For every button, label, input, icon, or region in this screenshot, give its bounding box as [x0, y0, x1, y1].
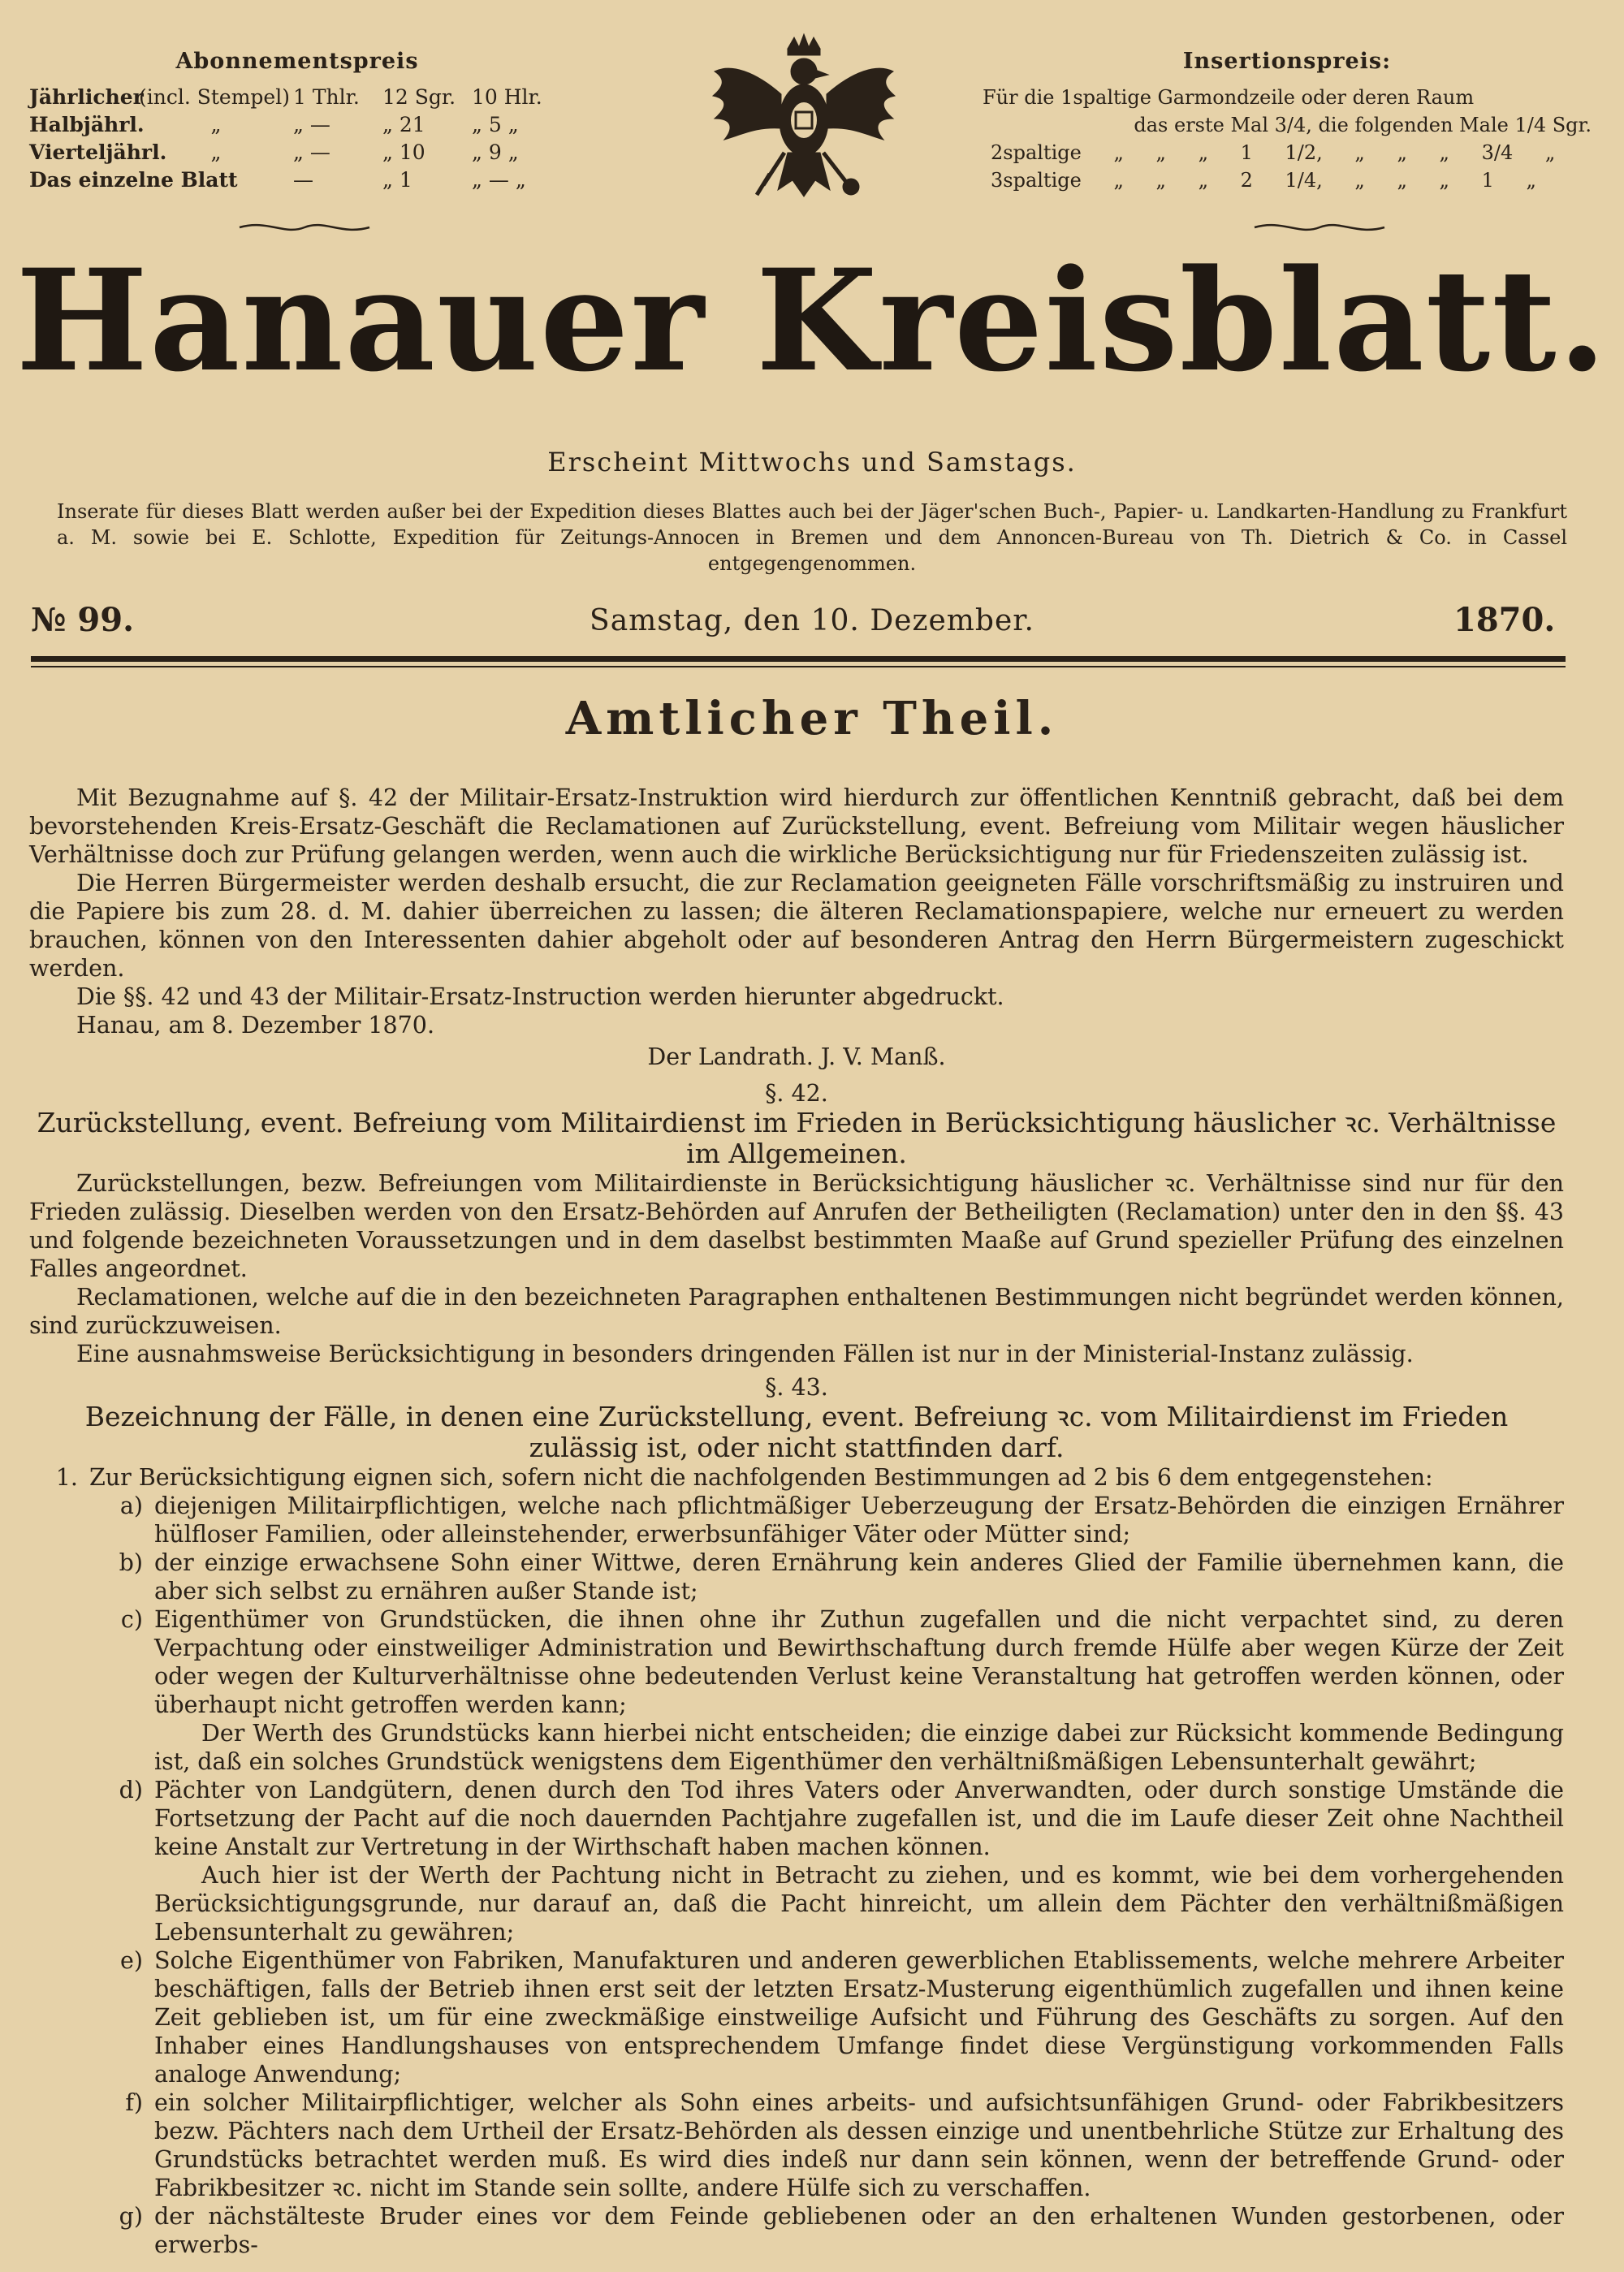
subscription-row-hlr: „ 5 „ [472, 113, 519, 136]
subscription-row-label: Vierteljährl. [29, 140, 167, 164]
article-body [29, 784, 1564, 2259]
paragraph-number: §. 42. [765, 1080, 828, 1107]
subscription-row [29, 84, 565, 111]
list-item [29, 1492, 1564, 1549]
list-item [29, 1946, 1564, 2088]
list-item-label: 1. [55, 1464, 78, 1491]
list-item-label: c) [120, 1606, 143, 1633]
insertion-line: Für die 1spaltige Garmondzeile oder deren Raum [983, 86, 1475, 109]
list-item-text: ein solcher Militairpflichtiger, welcher als Sohn eines arbeits- und aufsichtsunfähigen Grund- oder Fabrikbesitzers bezw. Pächters nach dem Urtheil der Ersatz-Behörden als dessen einzige und unentbehrliche Stütze zur Erhaltung des Grundstücks betrachtet werden muß. Es wird dies indeß nur dann sein können, wenn der betreffende Grund- oder Fabrikbesitzer ꝛc. nicht im Stande sein sollte, andere Hülfe sich zu verschaffen. [154, 2089, 1564, 2201]
list-item-label: a) [119, 1492, 143, 1519]
subscription-row-sgr: „ 1 [382, 168, 412, 192]
subscription-row [29, 166, 565, 194]
list-item-label: g) [119, 2203, 143, 2230]
subscription-row-thaler: „ — [293, 140, 330, 164]
masthead-title: Hanauer Kreisblatt. [15, 238, 1609, 403]
list-item-label: b) [119, 1549, 143, 1576]
subscription-row-hlr: 10 Hlr. [472, 85, 542, 109]
intro-paragraph: Die Herren Bürgermeister werden deshalb ersucht, die zur Reclamation geeigneten Fälle vorschriftsmäßig zu instruiren und die Papiere bis zum 28. d. M. dahier überreichen zu lassen; die älteren Reclamationspapiere, welche nur erneuert zu werden brauchen, können von den Interessenten dahier abgeholt oder auf besonderen Antrag den Herrn Bürgermeistern zugeschickt werden. [29, 870, 1564, 982]
list-item-label: f) [125, 2089, 143, 2116]
insertion-line: 3spaltige „ „ „ 2 1/4, „ „ „ 1 „ [991, 169, 1536, 192]
list-item-text: Pächter von Landgütern, denen durch den Tod ihres Vaters oder Anverwandten, oder durch sonstige Umstände die Fortsetzung der Pacht auf die noch dauernden Pachtjahre zugefallen ist, und die im Laufe dieser Zeit ohne Nachtheil keine Anstalt zur Vertretung in der Wirthschaft haben machen können. [154, 1777, 1564, 1860]
subscription-row [29, 111, 565, 139]
place-date: Hanau, am 8. Dezember 1870. [76, 1012, 434, 1039]
section-paragraph: Eine ausnahmsweise Berücksichtigung in besonders dringenden Fällen ist nur in der Ministerial-Instanz zulässig. [76, 1341, 1414, 1367]
section-paragraph: Reclamationen, welche auf die in den bezeichneten Paragraphen enthaltenen Bestimmungen nicht begründet werden können, sind zurückzuweisen. [29, 1284, 1564, 1339]
subscription-row-detail: (incl. Stempel) [139, 85, 290, 109]
insertion-line: das erste Mal 3/4, die folgenden Male 1/4 Sgr. [1134, 114, 1592, 136]
subscription-block [29, 49, 565, 194]
eagle-emblem-icon [706, 31, 901, 218]
subscription-row-thaler: — [293, 168, 313, 192]
list-item-label: d) [119, 1777, 143, 1803]
insertion-heading: Insertionspreis: [1182, 49, 1392, 74]
list-item [29, 1776, 1564, 1861]
signature: Der Landrath. J. V. Manß. [647, 1043, 946, 1070]
paragraph-number: §. 43. [765, 1374, 828, 1401]
intro-paragraph: Die §§. 42 und 43 der Militair-Ersatz-Instruction werden hierunter abgedruckt. [76, 983, 1004, 1010]
list-item-text: Zur Berücksichtigung eignen sich, sofern nicht die nachfolgenden Bestimmungen ad 2 bis 6 dem entgegenstehen: [89, 1464, 1433, 1491]
issue-number: № 99. [31, 601, 134, 639]
list-item-text: Eigenthümer von Grundstücken, die ihnen ohne ihr Zuthun zugefallen und die nicht verpachtet sind, zu deren Verpachtung oder einstweiliger Administration und Bewirthschaftung durch fremde Hülfe aber wegen Kürze der Zeit oder wegen der Kulturverhältnisse ohne bedeutenden Verlust keine Veranstaltung hat getroffen werden können, oder überhaupt nicht getroffen werden kann; [154, 1606, 1564, 1718]
list-item-label: e) [120, 1947, 143, 1974]
subscription-row [29, 139, 565, 166]
list-item [29, 1463, 1564, 1492]
subscription-row-thaler: „ — [293, 113, 330, 136]
masthead-notice: Inserate für dieses Blatt werden außer bei der Expedition dieses Blattes auch bei der Jäger'schen Buch-, Papier- u. Landkarten-Handlung zu Frankfurt a. M. sowie bei E. Schlotte, Expedition für Zeitungs-Annocen in Bremen und dem Annoncen-Bureau von Th. Dietrich & Co. in Cassel entgegengenommen. [57, 500, 1567, 575]
subscription-row-label: Halbjährl. [29, 113, 145, 136]
section-paragraph: Zurückstellungen, bezw. Befreiungen vom Militairdienste in Berücksichtigung häuslicher ꝛc. Verhältnisse sind nur für den Frieden zulässig. Dieselben werden von den Ersatz-Behörden auf Anrufen der Betheiligten (Reclamation) unter den in den §§. 43 und folgende bezeichneten Voraussetzungen und in dem daselbst bestimmten Maaße auf Grund spezieller Prüfung des einzelnen Falles angeordnet. [29, 1170, 1564, 1282]
list-item-text: der einzige erwachsene Sohn einer Wittwe, deren Ernährung kein anderes Glied der Familie übernehmen kann, die aber sich selbst zu ernähren außer Stande ist; [154, 1549, 1564, 1605]
ornament-flourish-icon [235, 219, 374, 235]
subscription-row-thaler: 1 Thlr. [293, 85, 360, 109]
subscription-row-hlr: „ — „ [472, 168, 526, 192]
subscription-row-label: Das einzelne Blatt [29, 168, 238, 192]
subscription-row-sgr: 12 Sgr. [382, 85, 456, 109]
list-item [29, 2088, 1564, 2202]
issue-year: 1870. [1453, 601, 1556, 639]
list-item-note [29, 1719, 1564, 1776]
insertion-block [983, 49, 1592, 194]
divider-rule [31, 666, 1566, 667]
intro-paragraph: Mit Bezugnahme auf §. 42 der Militair-Ersatz-Instruktion wird hierdurch zur öffentlichen Kenntniß gebracht, daß bei dem bevorstehenden Kreis-Ersatz-Geschäft die Reclamationen auf Zurückstellung, event. Befreiung vom Militair wegen häuslicher Verhältnisse doch zur Prüfung gelangen werden, wenn auch die wirkliche Berücksichtigung nur für Friedenszeiten zulässig ist. [29, 784, 1564, 868]
list-item-text: der nächstälteste Bruder eines vor dem Feinde gebliebenen oder an den erhaltenen Wunden gestorbenen, oder erwerbs- [154, 2203, 1564, 2258]
subscription-heading: Abonnementspreis [175, 49, 419, 74]
list-item [29, 2202, 1564, 2259]
list-item-text: Solche Eigenthümer von Fabriken, Manufakturen und anderen gewerblichen Etablissements, welche mehrere Arbeiter beschäftigen, falls der Betrieb ihnen erst seit der letzten Ersatz-Musterung eigenthümlich zugefallen und ihnen keine Zeit geblieben ist, um für eine zweckmäßige einstweilige Aufsicht und Führung des Geschäfts zu sorgen. Auf den Inhaber eines Handlungshauses von entsprechendem Umfange findet diese Vergünstigung vorkommenden Falls analoge Anwendung; [154, 1947, 1564, 2088]
list-item-note [29, 1861, 1564, 1946]
list-item [29, 1549, 1564, 1605]
subscription-row-detail: „ [210, 113, 222, 136]
list-item-note-text: Auch hier ist der Werth der Pachtung nicht in Betracht zu ziehen, und es kommt, wie bei dem vorhergehenden Berücksichtigungsgrunde, nur darauf an, daß die Pacht hinreicht, um allein dem Pächter den verhältnißmäßigen Lebensunterhalt zu gewähren; [154, 1862, 1564, 1946]
subscription-row-detail [232, 166, 293, 194]
section-title: Amtlicher Theil. [565, 692, 1059, 745]
subscription-row-label: Jährlicher [29, 85, 144, 109]
divider-rule [31, 656, 1566, 662]
list-item-note-text: Der Werth des Grundstücks kann hierbei nicht entscheiden; die einzige dabei zur Rücksicht kommende Bedingung ist, daß ein solches Grundstück wenigstens dem Eigenthümer den verhältnißmäßigen Lebensunterhalt gewährt; [154, 1720, 1564, 1775]
list-item [29, 1605, 1564, 1719]
subscription-row-hlr: „ 9 „ [472, 140, 519, 164]
list-item-text: diejenigen Militairpflichtigen, welche nach pflichtmäßiger Ueberzeugung der Ersatz-Behörden die einzigen Ernährer hülfloser Familien, oder alleinstehender, erwerbsunfähiger Väter oder Mütter sind; [154, 1492, 1564, 1548]
insertion-line: 2spaltige „ „ „ 1 1/2, „ „ „ 3/4 „ [991, 141, 1556, 164]
issue-date: Samstag, den 10. Dezember. [590, 604, 1034, 637]
subscription-row-sgr: „ 21 [382, 113, 425, 136]
ornament-flourish-icon [1250, 219, 1389, 235]
paragraph-title: Zurückstellung, event. Befreiung vom Militairdienst im Frieden in Berücksichtigung häuslicher ꝛc. Verhältnisse im Allgemeinen. [37, 1107, 1557, 1169]
paragraph-title: Bezeichnung der Fälle, in denen eine Zurückstellung, event. Befreiung ꝛc. vom Militairdienst im Frieden zulässig ist, oder nicht stattfinden darf. [84, 1401, 1509, 1463]
subscription-row-detail: „ [210, 140, 222, 164]
masthead-schedule: Erscheint Mittwochs und Samstags. [547, 447, 1077, 477]
subscription-row-sgr: „ 10 [382, 140, 425, 164]
